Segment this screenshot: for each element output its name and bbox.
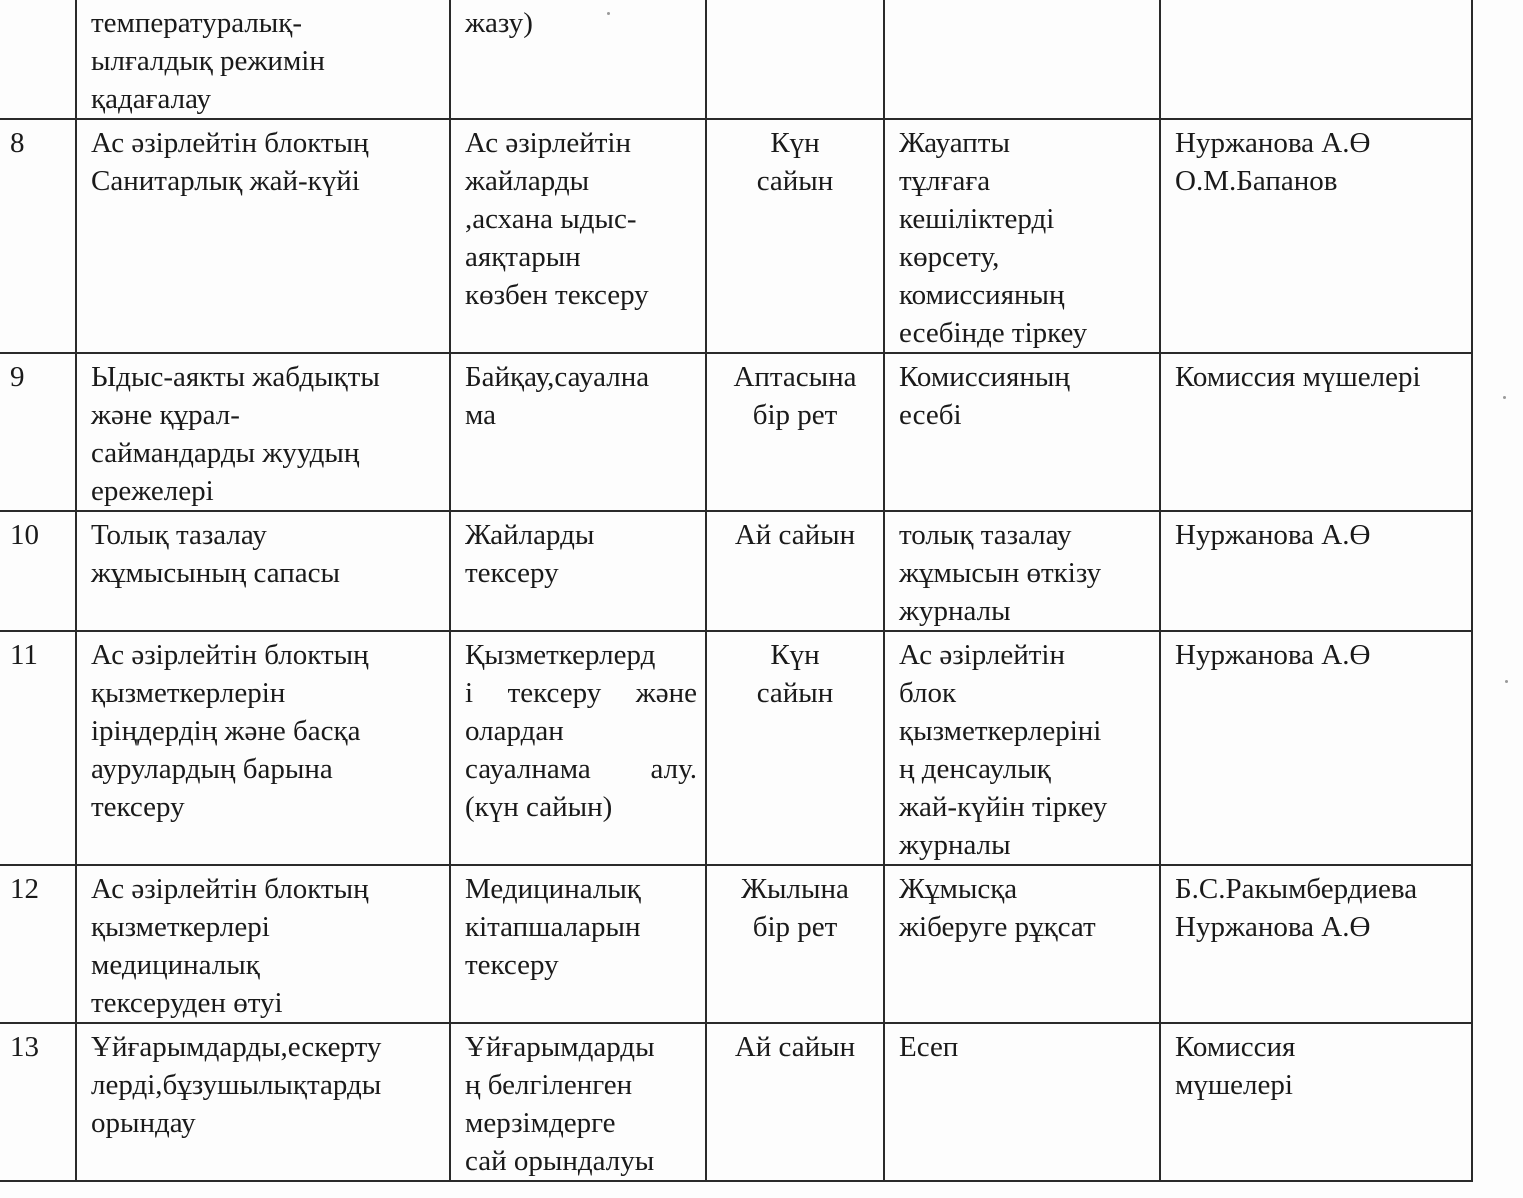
control-method-cell — [450, 1023, 706, 1181]
row-number: 11 — [10, 639, 38, 671]
frequency-cell — [706, 631, 884, 865]
table-row — [0, 119, 1472, 353]
row-number-cell — [0, 353, 76, 511]
table-row — [0, 353, 1472, 511]
responsible-cell — [1160, 0, 1472, 119]
cell-text-line: Ас әзірлейтін — [899, 639, 1065, 671]
documentation-cell — [884, 865, 1160, 1023]
cell-text-line: Қызметкерлерд — [465, 639, 656, 671]
cell-text-line: және құрал- — [91, 399, 240, 431]
cell-text-line: медициналық — [91, 949, 260, 981]
control-requirement-cell — [76, 353, 450, 511]
control-method-cell — [450, 865, 706, 1023]
cell-text-line: қызметкерлері — [91, 911, 270, 943]
cell-text-line: Ас әзірлейтін блоктың — [91, 639, 369, 671]
cell-text-line: мүшелері — [1175, 1069, 1293, 1101]
cell-text-line: Комиссияның — [899, 361, 1070, 393]
cell-text-line: жұмысын өткізу — [899, 557, 1102, 589]
cell-text-line: толық тазалау — [899, 519, 1072, 551]
cell-text-line: Ай сайын — [734, 1031, 856, 1063]
cell-text-line: Б.С.Ракымбердиева — [1175, 873, 1418, 905]
cell-text-line: Ас әзірлейтін — [465, 127, 631, 159]
scan-speck — [1505, 680, 1508, 683]
row-number: 13 — [10, 1031, 39, 1063]
cell-text-line: тексеру — [91, 791, 185, 823]
cell-text-line: Ас әзірлейтін блоктың — [91, 127, 369, 159]
row-number-cell — [0, 1023, 76, 1181]
cell-text-line: журналы — [899, 829, 1011, 861]
frequency-cell — [706, 119, 884, 353]
row-number-cell — [0, 119, 76, 353]
documentation-cell — [884, 119, 1160, 353]
table-row — [0, 0, 1472, 119]
row-number: 8 — [10, 127, 25, 159]
cell-text-line: жайларды — [465, 165, 590, 197]
table-row — [0, 1023, 1472, 1181]
cell-text-line: журналы — [899, 595, 1011, 627]
cell-text-line: Ай сайын — [734, 519, 856, 551]
control-method-cell — [450, 353, 706, 511]
cell-text-line: Байқау,сауална — [465, 361, 650, 393]
frequency-cell — [706, 353, 884, 511]
responsible-cell — [1160, 119, 1472, 353]
cell-text-line: жай-күйін тіркеу — [899, 791, 1108, 823]
control-requirement-cell — [76, 865, 450, 1023]
cell-text-line: Жайларды — [465, 519, 595, 551]
cell-text-line: сайын — [756, 677, 834, 709]
frequency-cell — [706, 865, 884, 1023]
responsible-cell — [1160, 353, 1472, 511]
cell-text-line: жұмысының сапасы — [91, 557, 340, 589]
cell-text-line: Комиссия — [1175, 1031, 1296, 1063]
control-requirement-cell — [76, 1023, 450, 1181]
cell-text-line: тексеру — [465, 949, 559, 981]
cell-text-line: Жылына — [741, 873, 849, 905]
cell-text-line: лерді,бұзушылықтарды — [91, 1069, 382, 1101]
cell-text-line: Нуржанова А.Ө — [1175, 911, 1371, 943]
cell-text-line: орындау — [91, 1107, 196, 1139]
cell-text-line: аяқтарын — [465, 241, 581, 273]
cell-text-line: Ас әзірлейтін блоктың — [91, 873, 369, 905]
row-number-cell — [0, 511, 76, 631]
cell-text-line: ылғалдық режимін — [91, 45, 325, 77]
cell-text-line: тексеру — [465, 557, 559, 589]
responsible-cell — [1160, 1023, 1472, 1181]
cell-text-line: сайын — [756, 165, 834, 197]
cell-text-line: қызметкерлерін — [91, 677, 286, 709]
scan-speck — [1503, 396, 1506, 399]
row-number-cell — [0, 631, 76, 865]
row-number: 9 — [10, 361, 25, 393]
cell-text-line: сауалнама алу. — [465, 753, 697, 785]
cell-text-line: ережелері — [91, 475, 214, 507]
cell-text-line: температуралық- — [91, 7, 303, 39]
responsible-cell — [1160, 631, 1472, 865]
control-requirement-cell — [76, 511, 450, 631]
cell-text-line: Жұмысқа — [899, 873, 1018, 905]
cell-text-line: кешіліктерді — [899, 203, 1055, 235]
cell-text-line: іріңдердің және басқа — [91, 715, 361, 747]
responsible-cell — [1160, 865, 1472, 1023]
cell-text-line: Медициналық — [465, 873, 641, 905]
cell-text-line: ,асхана ыдыс- — [465, 203, 637, 235]
cell-text-line: Ыдыс-аякты жабдықты — [91, 361, 380, 393]
cell-text-line: О.М.Бапанов — [1175, 165, 1338, 197]
cell-text-line: Нуржанова А.Ө — [1175, 639, 1371, 671]
cell-text-line: тұлғаға — [899, 165, 991, 197]
cell-text-line: ма — [465, 399, 497, 431]
cell-text-line: есебі — [899, 399, 962, 431]
cell-text-line: қызметкерлеріні — [899, 715, 1102, 747]
row-number: 12 — [10, 873, 39, 905]
cell-text-line: тексеруден өтуі — [91, 987, 283, 1019]
cell-text-line: Аптасына — [733, 361, 857, 393]
documentation-cell — [884, 353, 1160, 511]
cell-text-line: аурулардың барына — [91, 753, 333, 785]
cell-text-line: көрсету, — [899, 241, 1000, 273]
cell-text-line: Күн — [770, 639, 820, 671]
cell-text-line: қадағалау — [91, 83, 211, 115]
row-number-cell — [0, 0, 76, 119]
cell-text-line: Санитарлық жай-күйі — [91, 165, 360, 197]
control-method-cell — [450, 631, 706, 865]
frequency-cell — [706, 1023, 884, 1181]
cell-text-line: Жауапты — [899, 127, 1010, 159]
cell-text-line: бір рет — [752, 399, 838, 431]
cell-text-line: ң денсаулық — [899, 753, 1051, 785]
control-method-cell — [450, 0, 706, 119]
cell-text-line: кітапшаларын — [465, 911, 641, 943]
cell-text-line: блок — [899, 677, 957, 709]
row-number-cell — [0, 865, 76, 1023]
frequency-cell — [706, 511, 884, 631]
cell-text-line: сай орындалуы — [465, 1145, 655, 1177]
control-method-cell — [450, 511, 706, 631]
cell-text-line: жіберуге рұқсат — [899, 911, 1096, 943]
documentation-cell — [884, 0, 1160, 119]
documentation-cell — [884, 631, 1160, 865]
cell-text-line: есебінде тіркеу — [899, 317, 1088, 349]
responsible-cell — [1160, 511, 1472, 631]
cell-text-line: бір рет — [752, 911, 838, 943]
cell-text-line: Нуржанова А.Ө — [1175, 127, 1371, 159]
frequency-cell — [706, 0, 884, 119]
cell-text-line: саймандарды жуудың — [91, 437, 360, 469]
documentation-cell — [884, 1023, 1160, 1181]
row-number: 10 — [10, 519, 39, 551]
cell-text-line: көзбен тексеру — [465, 279, 649, 311]
cell-text-line: мерзімдерге — [465, 1107, 616, 1139]
cell-text-line: жазу) — [465, 7, 533, 39]
documentation-cell — [884, 511, 1160, 631]
table-row — [0, 865, 1472, 1023]
table-row — [0, 631, 1472, 865]
cell-text-line: Нуржанова А.Ө — [1175, 519, 1371, 551]
scan-speck — [607, 12, 610, 15]
cell-text-line: Есеп — [899, 1031, 959, 1063]
cell-text-line: Ұйғарымдарды,ескерту — [91, 1031, 382, 1063]
cell-text-line: Комиссия мүшелері — [1175, 361, 1421, 393]
cell-text-line: олардан — [465, 715, 564, 747]
cell-text-line: ң белгіленген — [465, 1069, 633, 1101]
cell-text-line: і тексеру және — [465, 677, 697, 709]
cell-text-line: Ұйғарымдарды — [465, 1031, 655, 1063]
cell-text-line: (күн сайын) — [465, 791, 613, 823]
control-method-cell — [450, 119, 706, 353]
cell-text-line: Толық тазалау — [91, 519, 267, 551]
control-requirement-cell — [76, 631, 450, 865]
table-row — [0, 511, 1472, 631]
control-requirement-cell — [76, 119, 450, 353]
control-requirement-cell — [76, 0, 450, 119]
cell-text-line: Күн — [770, 127, 820, 159]
cell-text-line: комиссияның — [899, 279, 1065, 311]
